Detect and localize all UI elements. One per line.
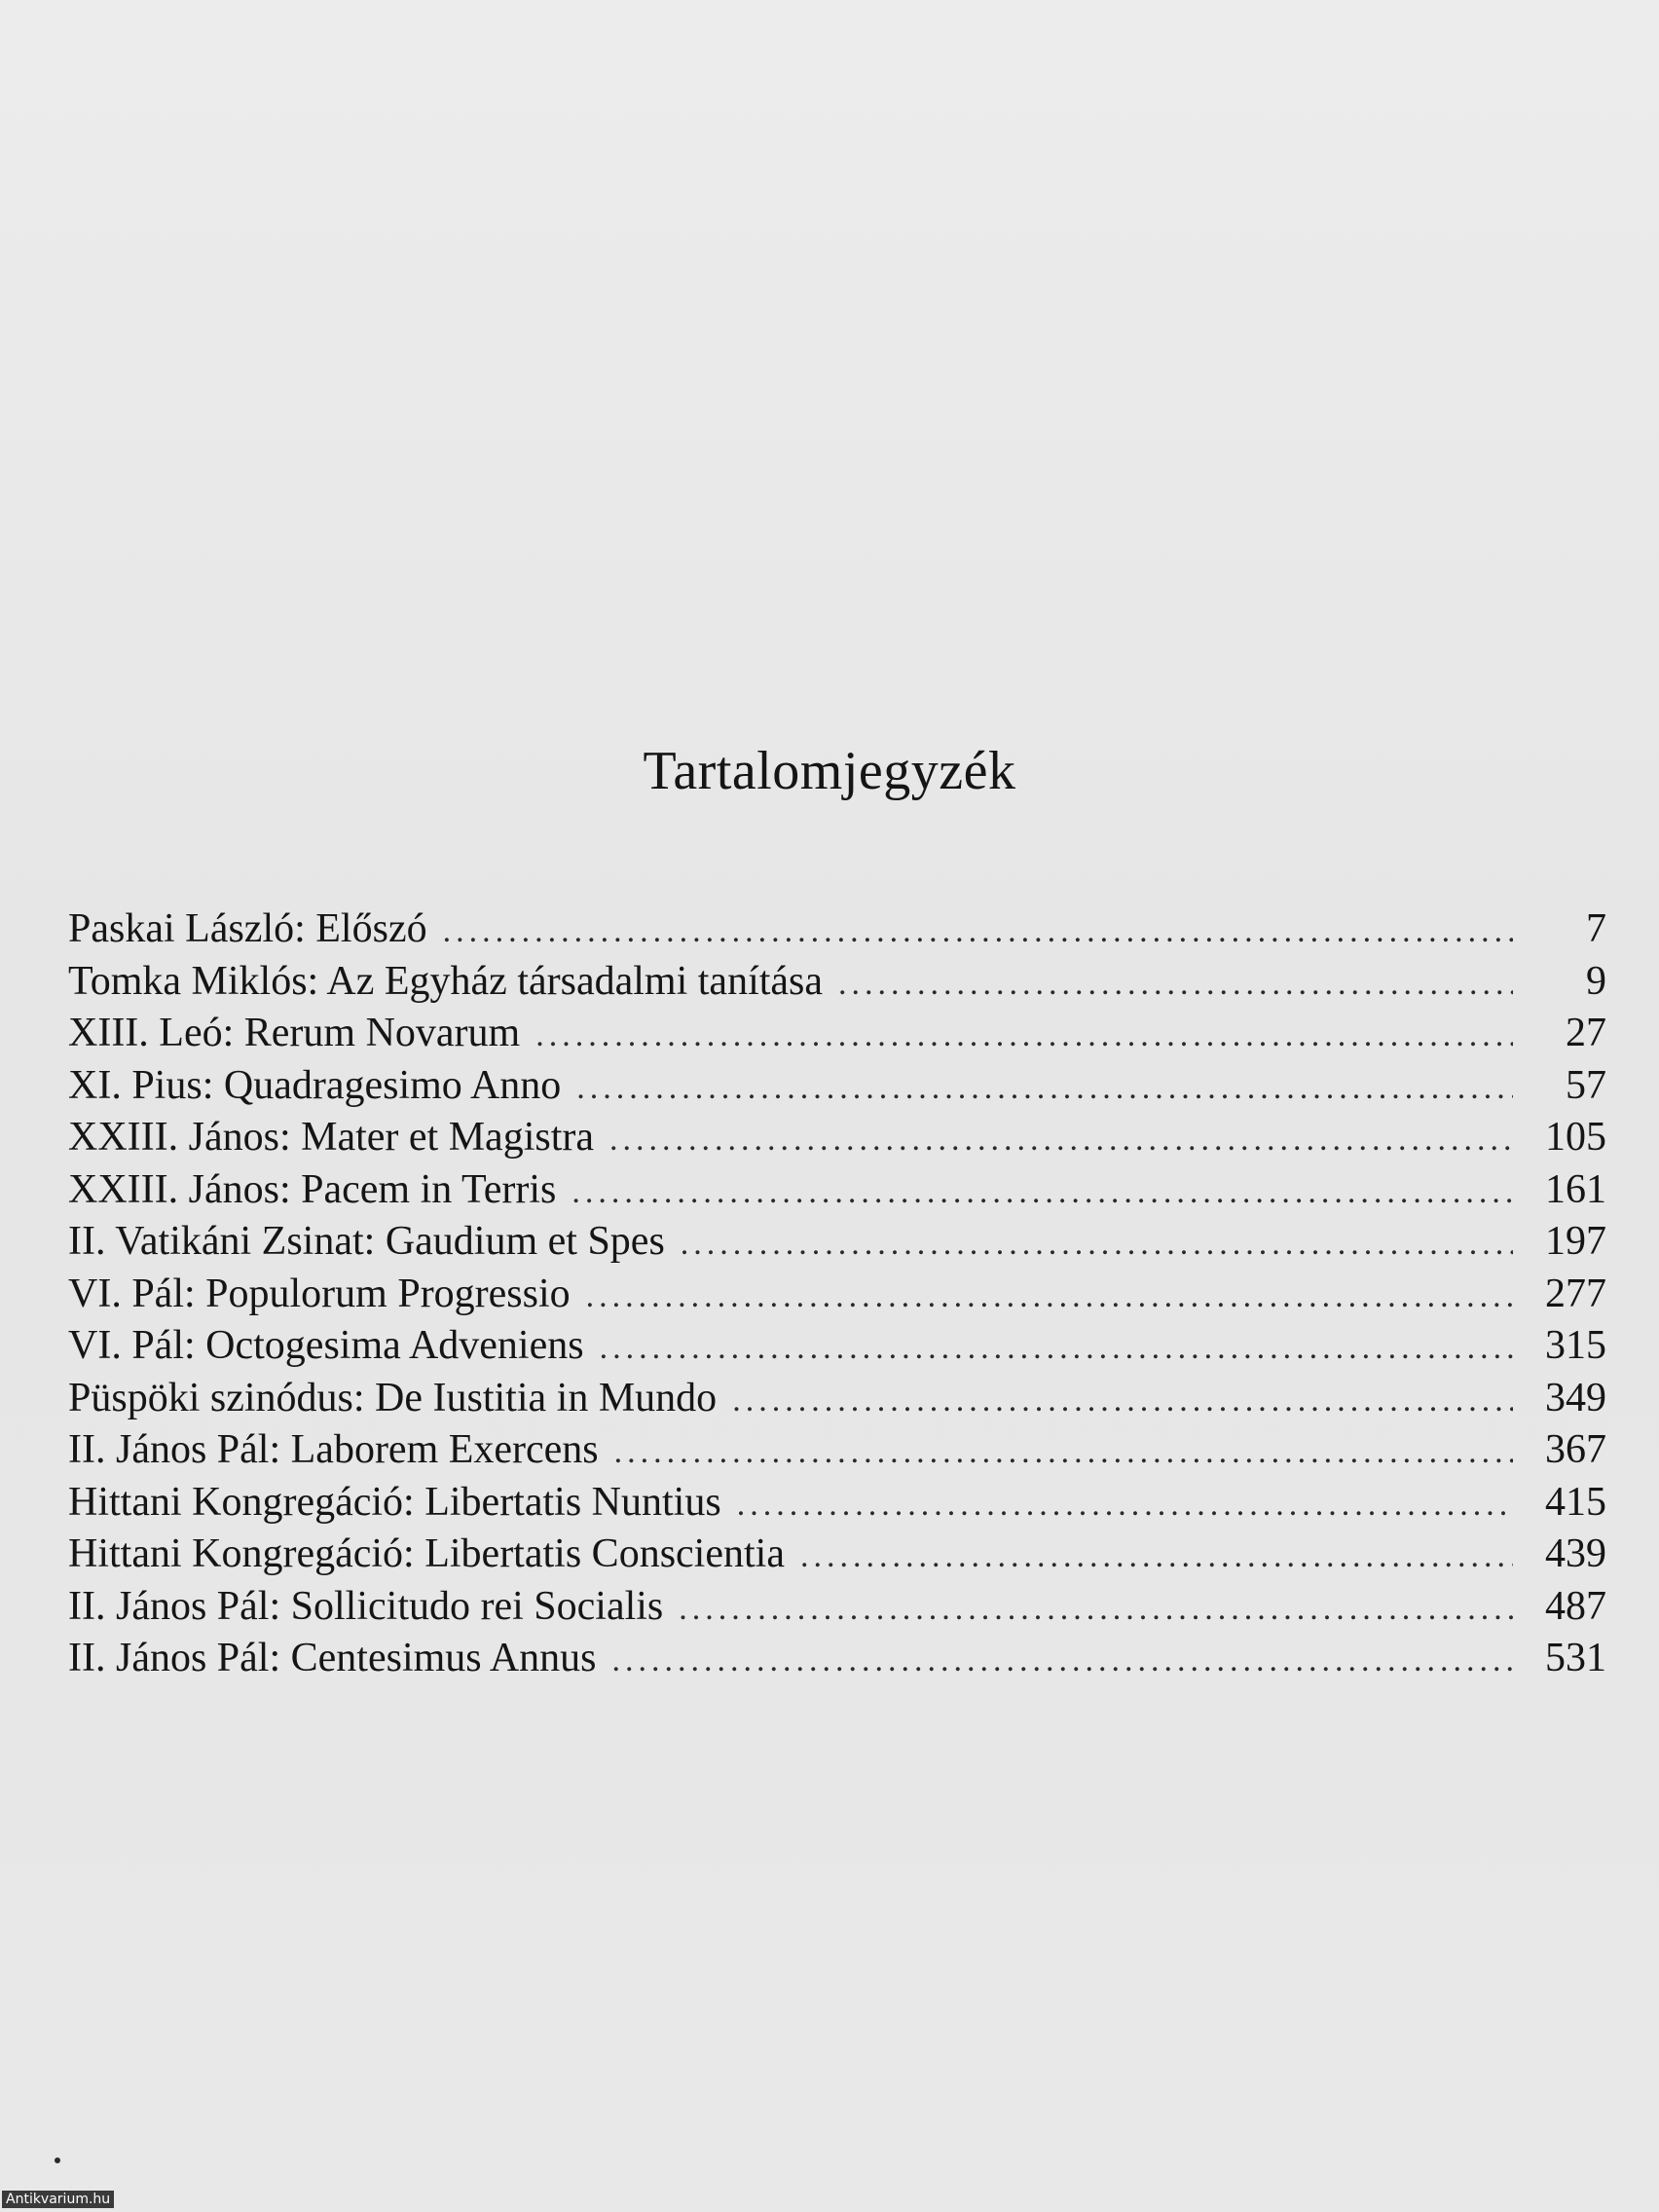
toc-entry-page: 415 [1545, 1479, 1606, 1525]
toc-entry-page: 367 [1545, 1427, 1606, 1472]
toc-entry-title: II. János Pál: Sollicitudo rei Socialis [68, 1583, 664, 1629]
toc-entry-page: 105 [1545, 1115, 1606, 1160]
toc-entry-title: Paskai László: Előszó [68, 906, 427, 951]
dot-leader [586, 1278, 1513, 1315]
print-speck [55, 2157, 60, 2163]
table-of-contents [68, 905, 1606, 1687]
toc-entry [68, 1271, 1606, 1323]
page-title: Tartalomjegyzék [643, 741, 1016, 801]
toc-entry [68, 1218, 1606, 1271]
watermark-label: Antikvarium.hu [2, 2191, 114, 2208]
toc-entry-page: 439 [1545, 1531, 1606, 1576]
toc-entry-page: 487 [1545, 1583, 1606, 1629]
toc-entry [68, 1530, 1606, 1583]
toc-entry [68, 905, 1606, 958]
toc-entry-title: II. Vatikáni Zsinat: Gaudium et Spes [68, 1219, 665, 1264]
dot-leader [609, 1122, 1513, 1159]
toc-entry-title: VI. Pál: Populorum Progressio [68, 1271, 571, 1316]
toc-entry [68, 1062, 1606, 1115]
toc-entry-page: 531 [1545, 1636, 1606, 1680]
toc-entry-page: 7 [1586, 906, 1606, 951]
toc-entry-page: 27 [1566, 1011, 1606, 1055]
dot-leader [612, 1642, 1514, 1679]
toc-entry-page: 277 [1545, 1271, 1606, 1316]
toc-entry-title: Tomka Miklós: Az Egyház társadalmi tanítása [68, 958, 824, 1004]
dot-leader [800, 1538, 1513, 1575]
toc-entry [68, 1479, 1606, 1531]
dot-leader [600, 1330, 1513, 1367]
toc-entry [68, 1322, 1606, 1375]
toc-entry-title: XI. Pius: Quadragesimo Anno [68, 1062, 562, 1108]
dot-leader [681, 1226, 1513, 1263]
toc-entry-title: XXIII. János: Mater et Magistra [68, 1115, 595, 1160]
toc-entry-title: Hittani Kongregáció: Libertatis Conscientia [68, 1531, 785, 1576]
dot-leader [838, 966, 1513, 1003]
toc-entry-page: 161 [1545, 1166, 1606, 1212]
toc-entry [68, 958, 1606, 1011]
toc-entry [68, 1166, 1606, 1219]
toc-entry [68, 1583, 1606, 1636]
toc-entry-title: Püspöki szinódus: De Iustitia in Mundo [68, 1375, 718, 1420]
toc-entry-title: XIII. Leó: Rerum Novarum [68, 1011, 521, 1055]
toc-entry-title: XXIII. János: Pacem in Terris [68, 1166, 557, 1212]
toc-entry-title: II. János Pál: Laborem Exercens [68, 1427, 599, 1472]
toc-entry [68, 1635, 1606, 1687]
dot-leader [614, 1434, 1513, 1471]
dot-leader [737, 1487, 1513, 1524]
toc-entry [68, 1375, 1606, 1427]
toc-entry-page: 57 [1566, 1062, 1606, 1108]
toc-entry-page: 349 [1545, 1375, 1606, 1420]
toc-entry-page: 315 [1545, 1323, 1606, 1368]
toc-entry-page: 9 [1586, 958, 1606, 1004]
dot-leader [679, 1591, 1513, 1628]
dot-leader [535, 1017, 1513, 1054]
dot-leader [443, 913, 1513, 950]
toc-entry-title: Hittani Kongregáció: Libertatis Nuntius [68, 1479, 721, 1525]
toc-entry-title: VI. Pál: Octogesima Adveniens [68, 1323, 584, 1368]
dot-leader [732, 1382, 1513, 1419]
toc-entry-page: 197 [1545, 1219, 1606, 1264]
dot-leader [576, 1070, 1513, 1107]
toc-entry [68, 1114, 1606, 1166]
toc-entry [68, 1426, 1606, 1479]
toc-entry [68, 1010, 1606, 1062]
dot-leader [571, 1174, 1513, 1211]
toc-entry-title: II. János Pál: Centesimus Annus [68, 1636, 597, 1680]
